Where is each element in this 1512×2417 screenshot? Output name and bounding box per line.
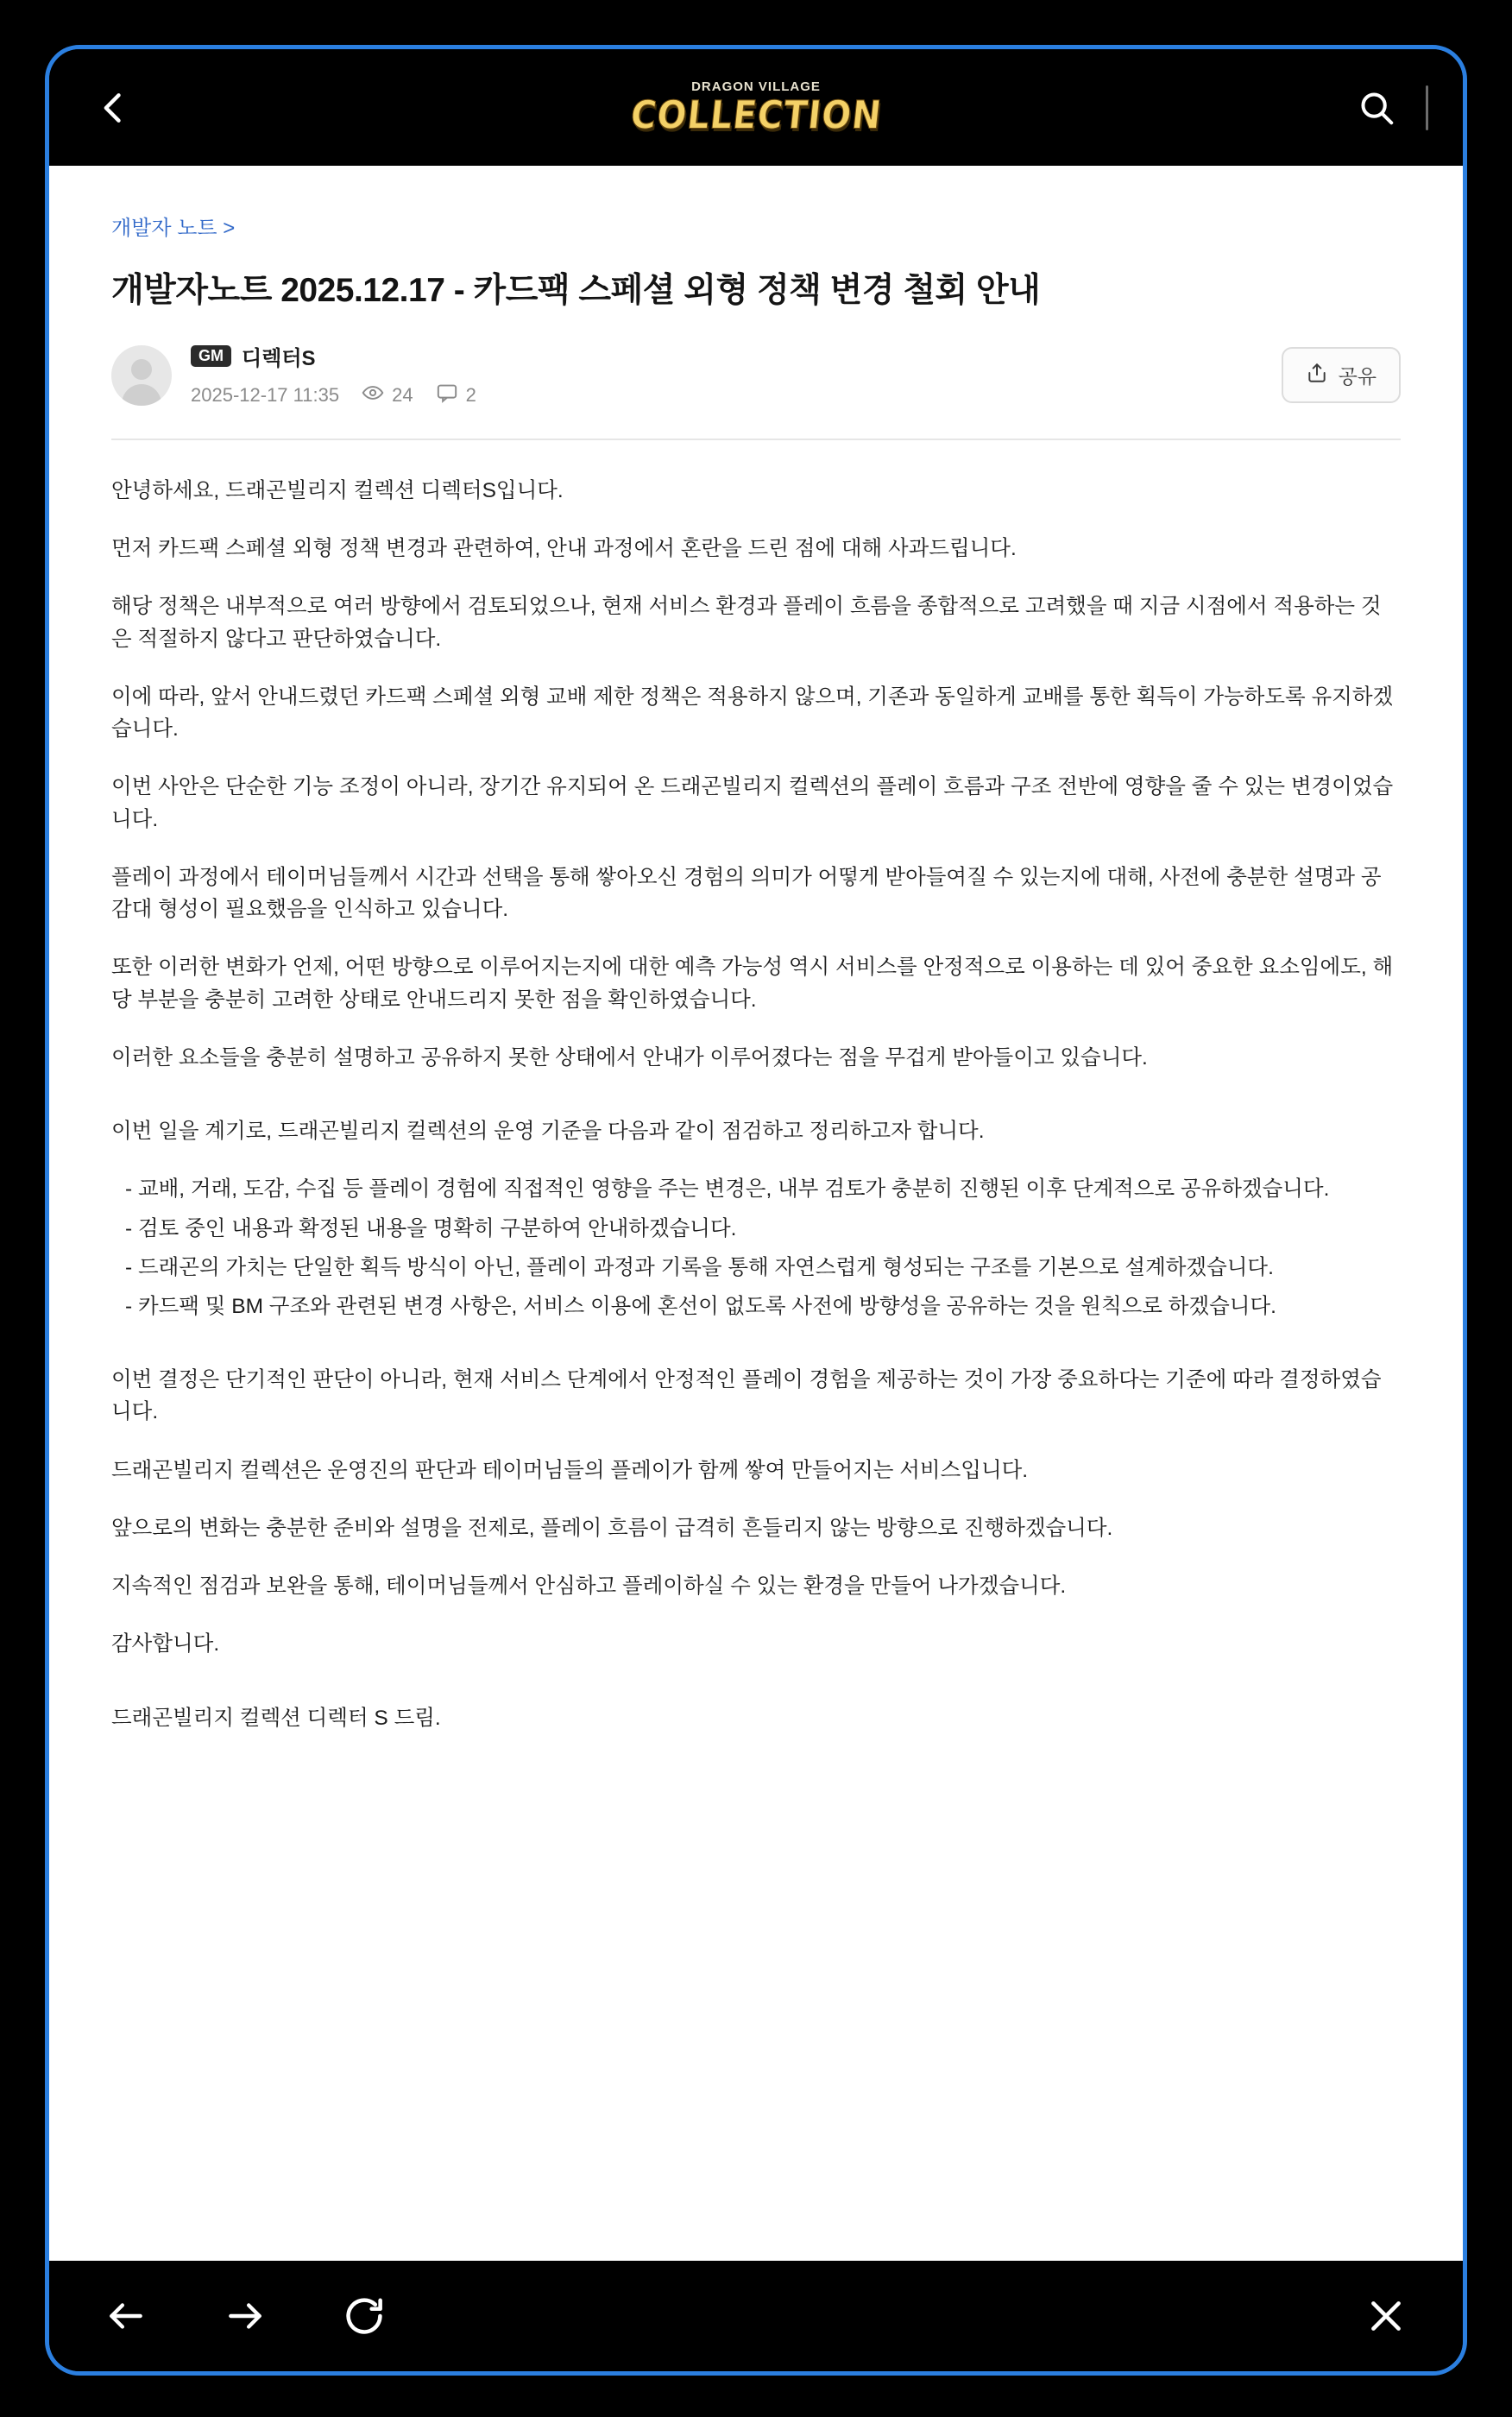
- close-icon[interactable]: [1358, 2288, 1414, 2344]
- article-page: [49, 166, 1463, 2261]
- device-frame: [45, 45, 1467, 2376]
- paragraph: 안녕하세요, 드래곤빌리지 컬렉션 디렉터S입니다.: [111, 479, 564, 502]
- post-date: 2025-12-17 11:35: [191, 384, 340, 406]
- post-meta: [111, 341, 1401, 440]
- post-stats: [191, 382, 476, 409]
- list-item: - 카드팩 및 BM 구조와 관련된 변경 사항은, 서비스 이용에 혼선이 없도록 사전에 방향성을 공유하는 것을 원칙으로 하겠습니다.: [125, 1294, 1276, 1318]
- avatar: [111, 345, 172, 406]
- paragraph: 앞으로의 변화는 충분한 준비와 설명을 전제로, 플레이 흐름이 급격히 흔들리지 않는 방향으로 진행하겠습니다.: [111, 1516, 1113, 1540]
- paragraph: 또한 이러한 변화가 언제, 어떤 방향으로 이루어지는지에 대한 예측 가능성 역시 서비스를 안정적으로 이용하는 데 있어 중요한 요소임에도, 해당 부분을 충분히 고려한 상태로 안내드리지 못한 점을 확인하였습니다.: [111, 956, 1394, 1012]
- logo-title: COLLECTION: [627, 93, 885, 138]
- author-line: [191, 341, 476, 371]
- paragraph: 먼저 카드팩 스페셜 외형 정책 변경과 관련하여, 안내 과정에서 혼란을 드린 점에 대해 사과드립니다.: [111, 537, 1017, 561]
- page-title: 개발자노트 2025.12.17 - 카드팩 스페셜 외형 정책 변경 철회 안내: [111, 272, 1041, 309]
- paragraph: 해당 정책은 내부적으로 여러 방향에서 검토되었으나, 현재 서비스 환경과 플레이 흐름을 종합적으로 고려했을 때 지금 시점에서 적용하는 것은 적절하지 않다고 판단하였습니다.: [111, 595, 1382, 651]
- paragraph: 이번 결정은 단기적인 판단이 아니라, 현재 서비스 단계에서 안정적인 플레이 경험을 제공하는 것이 가장 중요하다는 기준에 따라 결정하였습니다.: [111, 1368, 1382, 1424]
- search-icon[interactable]: [1350, 81, 1403, 135]
- paragraph: 지속적인 점검과 보완을 통해, 테이머님들께서 안심하고 플레이하실 수 있는 환경을 만들어 나가겠습니다.: [111, 1575, 1067, 1599]
- browser-bottom-bar: [49, 2261, 1463, 2371]
- post-meta-text: [191, 341, 476, 409]
- comment-icon: [436, 382, 458, 409]
- list-item: - 교배, 거래, 도감, 수집 등 플레이 경험에 직접적인 영향을 주는 변경은, 내부 검토가 충분히 진행된 이후 단계적으로 공유하겠습니다.: [125, 1177, 1330, 1202]
- app-logo: [49, 79, 1463, 136]
- paragraph: 플레이 과정에서 테이머님들께서 시간과 선택을 통해 쌓아오신 경험의 의미가 어떻게 받아들여질 수 있는지에 대해, 사전에 충분한 설명과 공감대 형성이 필요했음을 인식하고 있습니다.: [111, 865, 1382, 922]
- breadcrumb[interactable]: 개발자 노트 >: [111, 217, 236, 240]
- list-intro-paragraph: 이번 일을 계기로, 드래곤빌리지 컬렉션의 운영 기준을 다음과 같이 점검하고 정리하고자 합니다.: [111, 1120, 985, 1144]
- share-icon: [1306, 362, 1328, 389]
- app-header-actions: [1350, 81, 1428, 135]
- article-body: [111, 440, 1401, 1734]
- views-count: 24: [392, 384, 413, 406]
- list-item: - 드래곤의 가치는 단일한 획득 방식이 아닌, 플레이 과정과 기록을 통해 자연스럽게 형성되는 구조를 기본으로 설계하겠습니다.: [125, 1255, 1274, 1279]
- paragraph: 이번 사안은 단순한 기능 조정이 아니라, 장기간 유지되어 온 드래곤빌리지 컬렉션의 플레이 흐름과 구조 전반에 영향을 줄 수 있는 변경이었습니다.: [111, 775, 1394, 831]
- comments-stat: [436, 382, 476, 409]
- list-item: - 검토 중인 내용과 확정된 내용을 명확히 구분하여 안내하겠습니다.: [125, 1216, 737, 1240]
- signature: 드래곤빌리지 컬렉션 디렉터 S 드림.: [111, 1706, 441, 1730]
- policy-list: [111, 1173, 1401, 1322]
- header-divider: [1426, 85, 1428, 130]
- paragraph: 감사합니다.: [111, 1632, 220, 1657]
- paragraph: 이에 따라, 앞서 안내드렸던 카드팩 스페셜 외형 교배 제한 정책은 적용하지 않으며, 기존과 동일하게 교배를 통한 획득이 가능하도록 유지하겠습니다.: [111, 685, 1394, 742]
- paragraph: 드래곤빌리지 컬렉션은 운영진의 판단과 테이머님들의 플레이가 함께 쌓여 만들어지는 서비스입니다.: [111, 1458, 1029, 1482]
- share-button[interactable]: [1282, 347, 1401, 403]
- arrow-right-icon[interactable]: [217, 2288, 274, 2344]
- logo-subtitle: [691, 79, 821, 94]
- chevron-left-icon[interactable]: [84, 78, 144, 138]
- eye-icon: [362, 382, 384, 409]
- reload-icon[interactable]: [336, 2288, 393, 2344]
- arrow-left-icon[interactable]: [98, 2288, 154, 2344]
- status-badge: GM: [191, 345, 231, 367]
- paragraph: 이러한 요소들을 충분히 설명하고 공유하지 못한 상태에서 안내가 이루어졌다는 점을 무겁게 받아들이고 있습니다.: [111, 1045, 1148, 1070]
- views-stat: [362, 382, 413, 409]
- comments-count: 2: [465, 384, 476, 406]
- author-name: 디렉터S: [242, 347, 316, 370]
- app-header: [49, 49, 1463, 166]
- logo-subtitle-text: DRAGON VILLAGE: [691, 79, 821, 94]
- share-button-label: 공유: [1338, 365, 1377, 388]
